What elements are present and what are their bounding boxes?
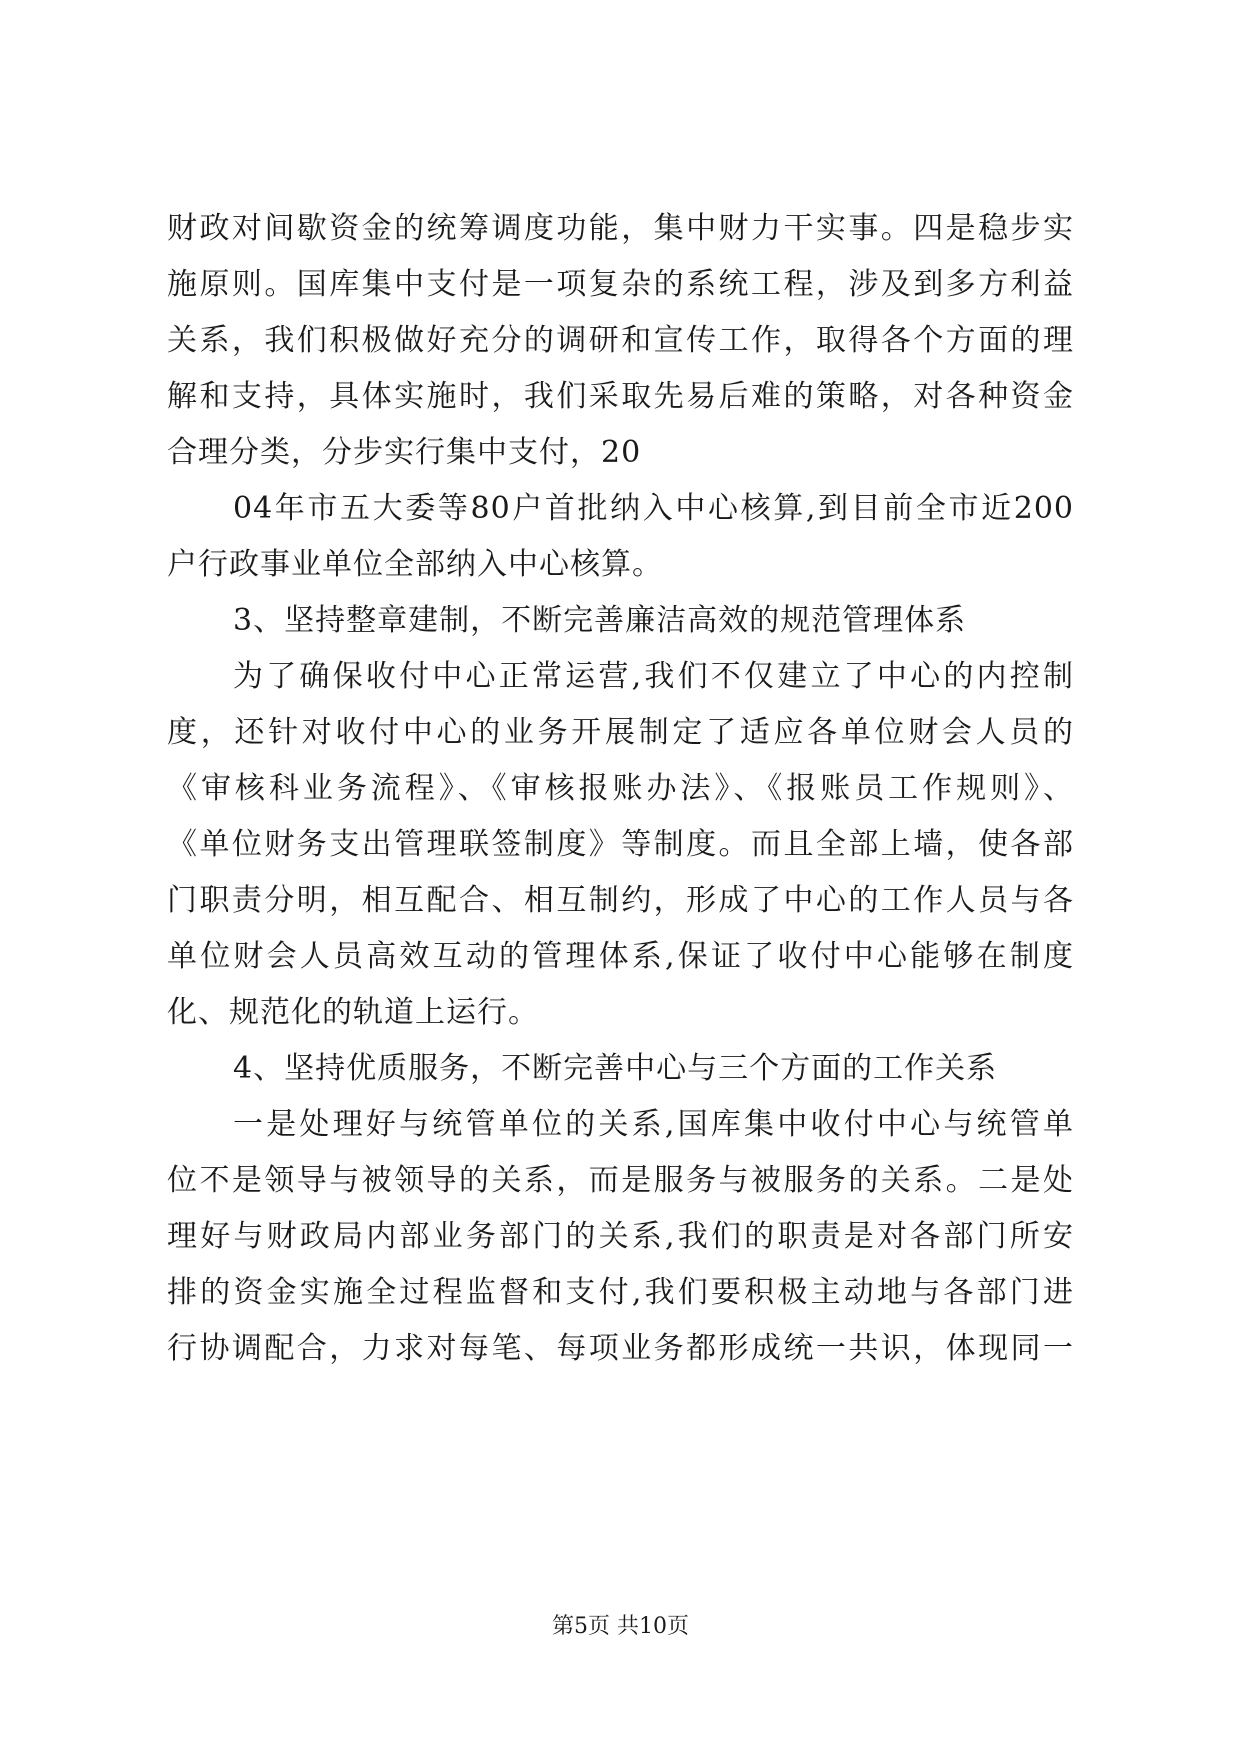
paragraph-line: 财政对间歇资金的统筹调度功能，集中财力干实事。四是稳步实 (167, 211, 1074, 246)
paragraph-line: 化、规范化的轨道上运行。 (167, 995, 539, 1030)
paragraph-line: 关系，我们积极做好充分的调研和宣传工作，取得各个方面的理 (167, 323, 1074, 358)
section-heading: 3、坚持整章建制，不断完善廉洁高效的规范管理体系 (233, 603, 967, 638)
page-number-footer: 第5页 共10页 (552, 1614, 689, 1639)
paragraph-line: 户行政事业单位全部纳入中心核算。 (167, 547, 663, 582)
paragraph-line: 位不是领导与被领导的关系，而是服务与被服务的关系。二是处 (167, 1163, 1074, 1198)
section-heading: 4、坚持优质服务，不断完善中心与三个方面的工作关系 (233, 1051, 998, 1086)
paragraph-line: 《审核科业务流程》、《审核报账办法》、《报账员工作规则》、 (167, 771, 1074, 806)
paragraph-line: 度，还针对收付中心的业务开展制定了适应各单位财会人员的 (167, 715, 1074, 750)
paragraph-line: 为了确保收付中心正常运营,我们不仅建立了中心的内控制 (233, 659, 1074, 694)
paragraph-line: 《单位财务支出管理联签制度》等制度。而且全部上墙，使各部 (167, 827, 1074, 862)
paragraph-line: 行协调配合，力求对每笔、每项业务都形成统一共识，体现同一 (167, 1331, 1074, 1366)
paragraph-line: 施原则。国库集中支付是一项复杂的系统工程，涉及到多方利益 (167, 267, 1074, 302)
paragraph-line: 单位财会人员高效互动的管理体系,保证了收付中心能够在制度 (167, 939, 1074, 974)
paragraph-line: 解和支持，具体实施时，我们采取先易后难的策略，对各种资金 (167, 379, 1074, 414)
paragraph-line: 排的资金实施全过程监督和支付,我们要积极主动地与各部门进 (167, 1275, 1074, 1310)
paragraph-line: 理好与财政局内部业务部门的关系,我们的职责是对各部门所安 (167, 1219, 1074, 1254)
paragraph-line: 04年市五大委等80户首批纳入中心核算,到目前全市近200 (233, 491, 1074, 526)
paragraph-line: 门职责分明，相互配合、相互制约，形成了中心的工作人员与各 (167, 883, 1074, 918)
paragraph-line: 一是处理好与统管单位的关系,国库集中收付中心与统管单 (233, 1107, 1074, 1142)
paragraph-line: 合理分类，分步实行集中支付，20 (167, 435, 642, 470)
